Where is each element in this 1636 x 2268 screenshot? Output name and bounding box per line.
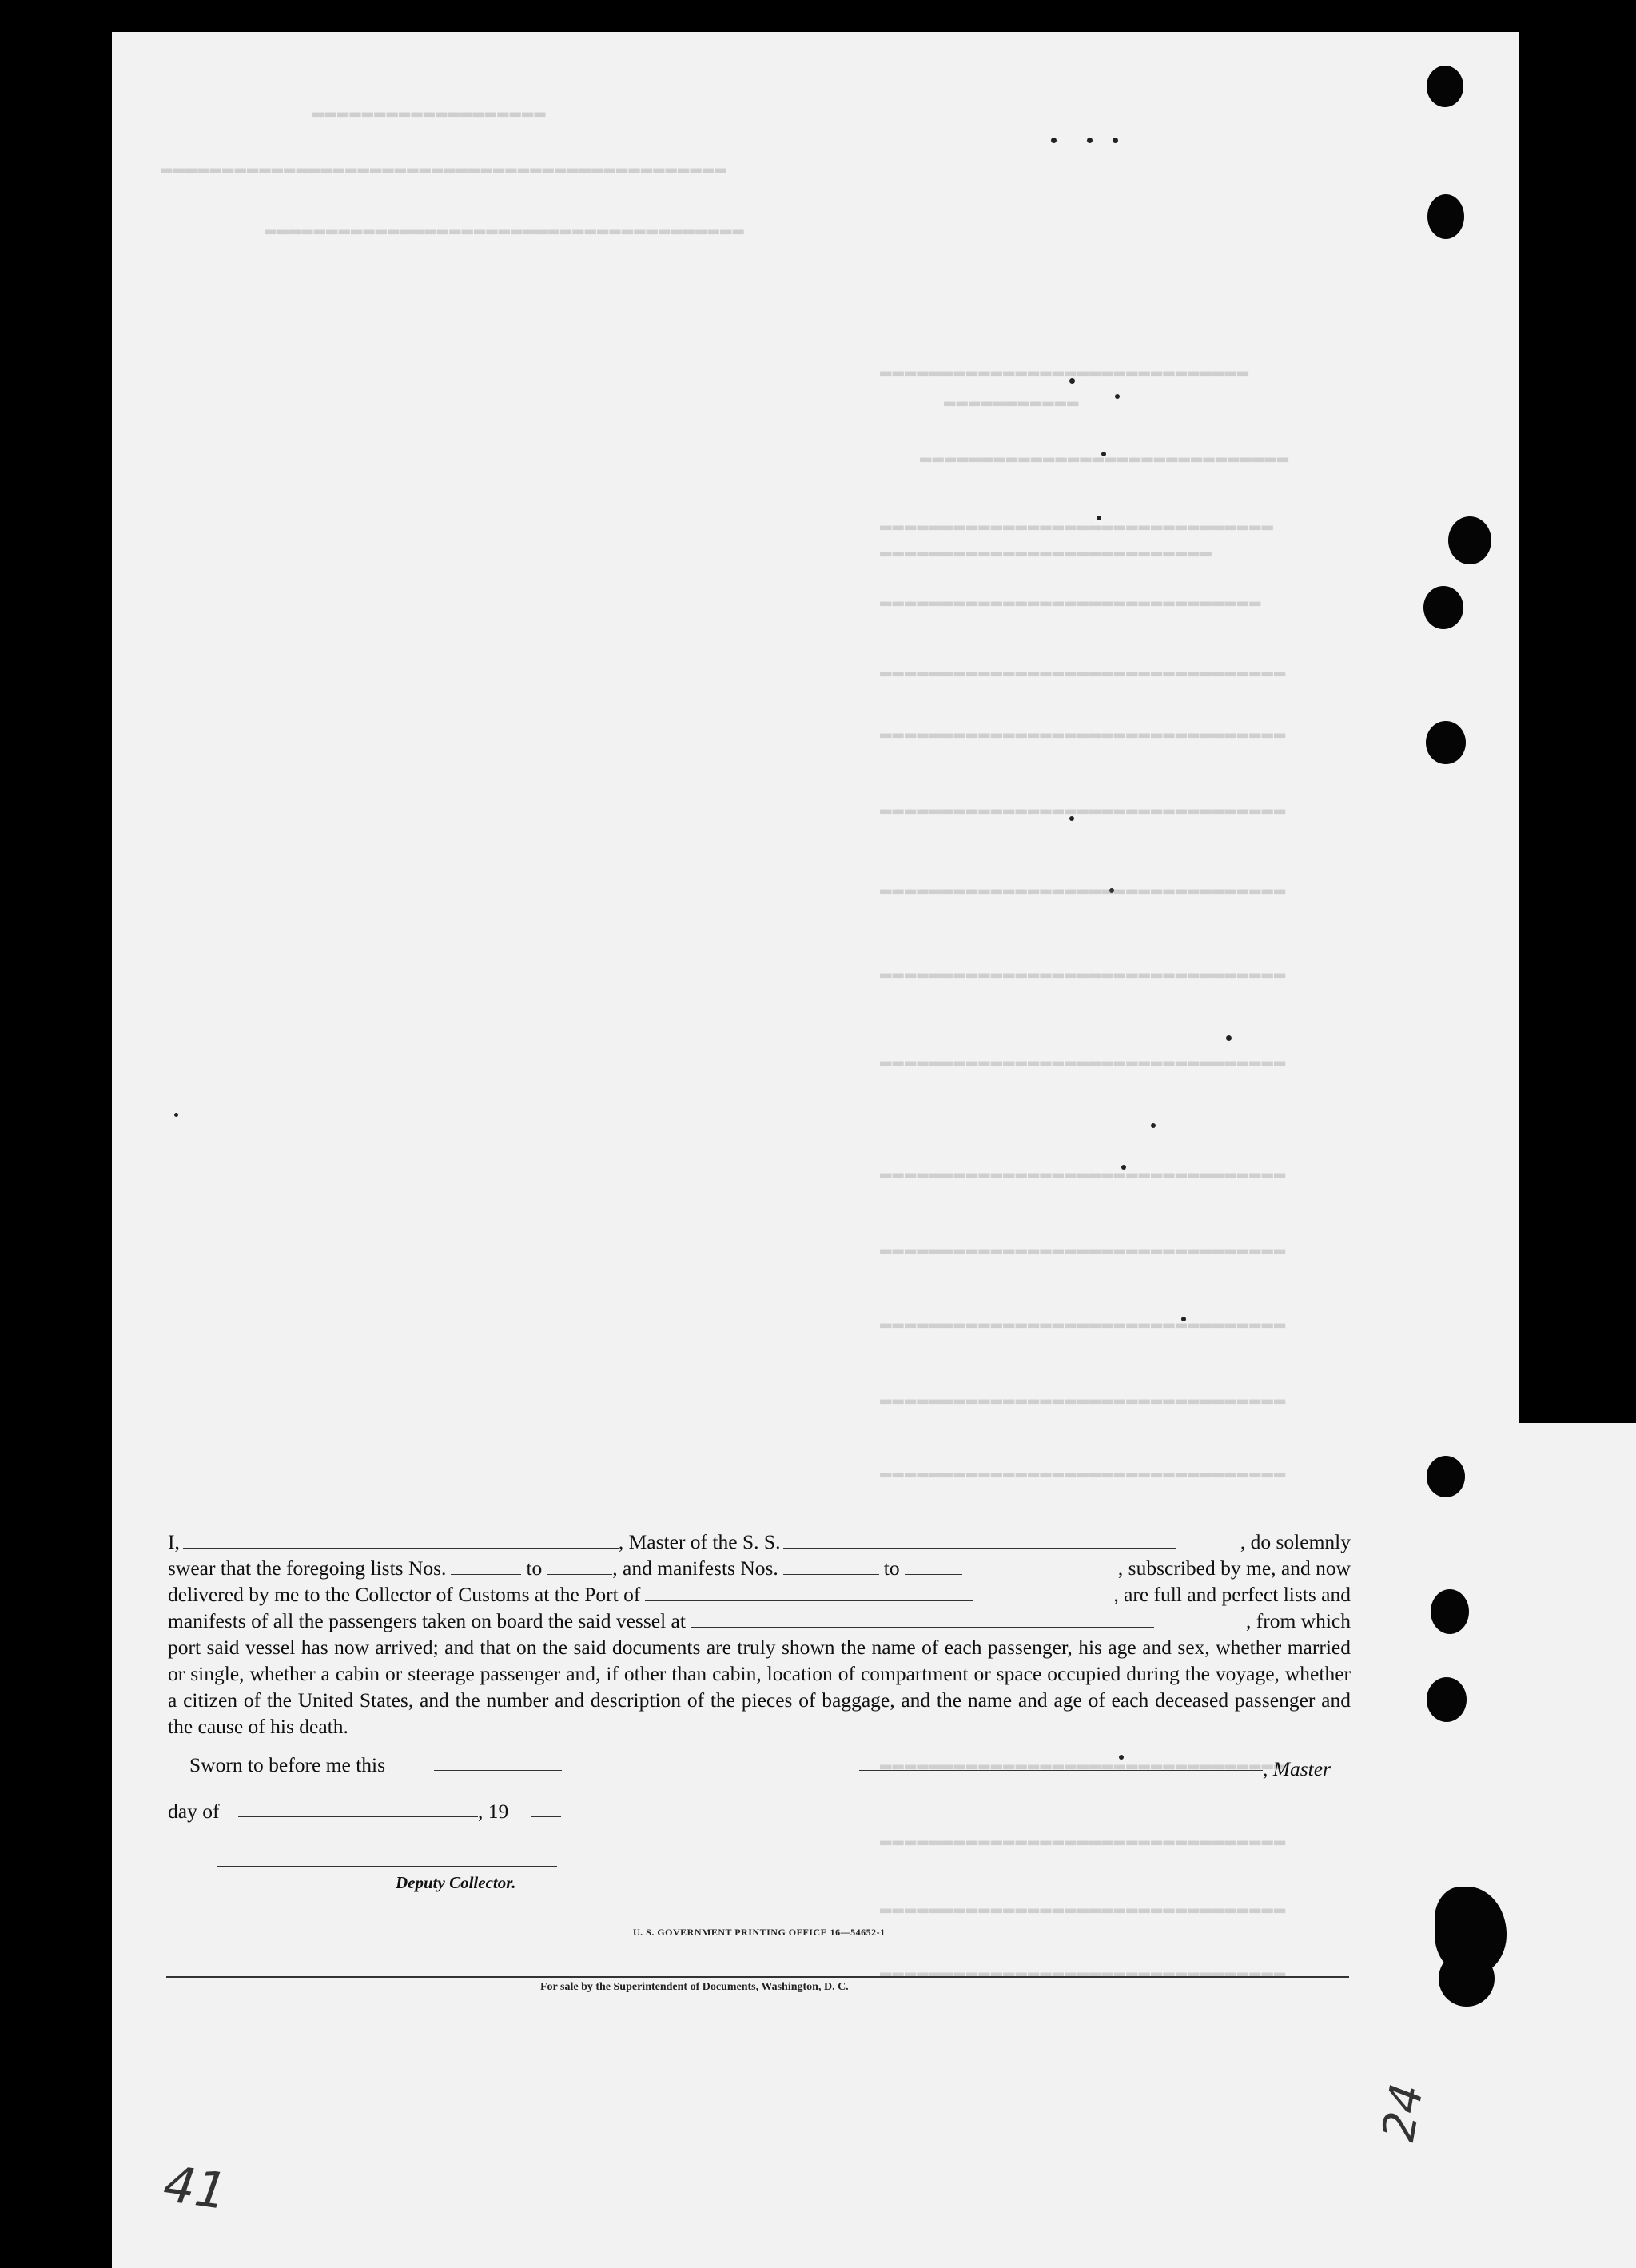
ink-speck [1115, 394, 1120, 399]
oath-manifests: manifests of all the passengers taken on board the said vessel at [168, 1609, 686, 1632]
list-no-to-field[interactable] [547, 1558, 612, 1575]
bleed-through-line: ▬▬▬▬▬▬▬▬▬▬▬▬▬▬▬▬▬▬▬▬▬▬▬▬▬▬▬▬▬▬▬▬▬ [879, 799, 1286, 821]
paper-tab [1511, 1423, 1636, 2268]
bleed-through-line: ▬▬▬▬▬▬▬▬▬▬▬▬▬▬▬▬▬▬▬▬▬▬▬▬▬▬▬▬▬▬▬▬▬ [879, 1831, 1286, 1852]
sworn-label: Sworn to before me this [189, 1753, 386, 1776]
oath-i: I, [168, 1530, 180, 1553]
deputy-collector-label: Deputy Collector. [396, 1873, 516, 1892]
port-field[interactable] [645, 1584, 973, 1601]
deputy-signature-field[interactable] [217, 1866, 557, 1867]
embarkation-port-field[interactable] [691, 1611, 1154, 1628]
oath-master-of: , Master of the S. S. [618, 1530, 781, 1553]
torn-corner [1439, 1951, 1495, 2007]
day-of-field[interactable] [238, 1816, 478, 1817]
ink-speck [1151, 1123, 1156, 1128]
bleed-through-line: ▬▬▬▬▬▬▬▬▬▬▬▬▬▬▬▬▬▬▬▬▬▬▬▬▬▬▬▬▬▬▬▬ [879, 516, 1273, 537]
bleed-through-line: ▬▬▬▬▬▬▬▬▬▬▬▬▬▬▬▬▬▬▬▬▬▬▬▬▬▬▬▬▬▬▬▬▬ [879, 1755, 1286, 1776]
oath-from-which: , from which [1245, 1609, 1351, 1632]
year-field[interactable] [531, 1816, 561, 1817]
oath-swear: swear that the foregoing lists Nos. [168, 1557, 447, 1580]
ink-speck [1113, 138, 1118, 143]
oath-delivered: delivered by me to the Collector of Customs at the Port of [168, 1583, 641, 1606]
bleed-through-line: ▬▬▬▬▬▬▬▬▬▬▬▬▬▬▬▬▬▬▬▬▬▬▬▬▬▬▬▬▬▬▬▬▬ [879, 723, 1286, 745]
bleed-through-line: ▬▬▬▬▬▬▬▬▬▬▬ [943, 392, 1079, 413]
punch-hole [1427, 1456, 1465, 1497]
punch-hole [1426, 721, 1466, 764]
ink-speck [1087, 138, 1093, 143]
bleed-through-line: ▬▬▬▬▬▬▬▬▬▬▬▬▬▬▬▬▬▬▬▬▬▬▬▬▬▬▬▬▬▬ [879, 361, 1249, 383]
bleed-through-line: ▬▬▬▬▬▬▬▬▬▬▬▬▬▬▬▬▬▬▬▬▬▬▬▬▬▬▬▬▬▬▬▬▬ [879, 1389, 1286, 1411]
handwritten-mark: 24 [1372, 2079, 1434, 2146]
bleed-through-line: ▬▬▬▬▬▬▬▬▬▬▬▬▬▬▬▬▬▬▬▬▬▬▬▬▬▬▬▬▬▬▬▬▬ [879, 963, 1286, 985]
bleed-through-line: ▬▬▬▬▬▬▬▬▬▬▬▬▬▬▬▬▬▬▬▬▬▬▬▬▬▬▬ [879, 542, 1212, 564]
manifest-no-from-field[interactable] [783, 1558, 879, 1575]
bleed-through-line: ▬▬▬▬▬▬▬▬▬▬▬▬▬▬▬▬▬▬▬▬▬▬▬▬▬▬▬▬▬▬▬▬▬▬▬▬▬▬▬ [264, 220, 744, 241]
bleed-through-line: ▬▬▬▬▬▬▬▬▬▬▬▬▬▬▬▬▬▬▬▬▬▬▬▬▬▬▬▬▬▬▬▬▬▬▬▬▬▬▬▬▬▬▬▬▬▬ [160, 158, 726, 180]
oath-solemnly: , do solemnly [1240, 1530, 1351, 1553]
oath-and-manifests: , and manifests Nos. [612, 1557, 778, 1580]
sale-footer: For sale by the Superintendent of Documents, Washington, D. C. [540, 1981, 849, 1993]
punch-hole [1423, 586, 1463, 629]
bleed-through-line: ▬▬▬▬▬▬▬▬▬▬▬▬▬▬▬▬▬▬▬▬▬▬▬▬▬▬▬▬▬▬▬▬▬ [879, 1899, 1286, 1920]
sworn-date-field[interactable] [434, 1770, 562, 1771]
master-label: , Master [1263, 1757, 1331, 1780]
bleed-through-line: ▬▬▬▬▬▬▬▬▬▬▬▬▬▬▬▬▬▬▬▬▬▬▬▬▬▬▬▬▬▬▬ [879, 592, 1261, 613]
bleed-through-line: ▬▬▬▬▬▬▬▬▬▬▬▬▬▬▬▬▬▬▬▬▬▬▬▬▬▬▬▬▬▬▬▬▬ [879, 662, 1286, 684]
footer-rule [166, 1976, 1349, 1978]
list-no-from-field[interactable] [451, 1558, 521, 1575]
bleed-through-line: ▬▬▬▬▬▬▬▬▬▬▬▬▬▬▬▬▬▬▬▬▬▬▬▬▬▬▬▬▬▬▬▬▬ [879, 1313, 1286, 1335]
punch-hole [1431, 1589, 1469, 1634]
day-of-label: day of [168, 1800, 220, 1823]
manifest-no-to-field[interactable] [905, 1558, 962, 1575]
bleed-through-line: ▬▬▬▬▬▬▬▬▬▬▬▬▬▬▬▬▬▬▬▬▬▬▬▬▬▬▬▬▬▬▬▬▬ [879, 1163, 1286, 1185]
master-signature-field[interactable] [859, 1770, 1263, 1771]
ink-speck [174, 1113, 178, 1117]
bleed-through-line: ▬▬▬▬▬▬▬▬▬▬▬▬▬▬▬▬▬▬▬▬▬▬▬▬▬▬▬▬▬▬▬▬▬ [879, 879, 1286, 901]
ink-speck [1226, 1035, 1232, 1041]
oath-body: port said vessel has now arrived; and that on the said documents are truly shown the name of each passenger, his age and sex, whether married or single, whether a cabin or steerage passenger and, if other than cabin, location of compartment or space occupied during the voyage, whether a citizen of the United States, and the number and description of the pieces of baggage, and the name and age of each deceased passenger and the cause of his death. [168, 1636, 1351, 1738]
oath-are-full: , are full and perfect lists and [1113, 1583, 1351, 1606]
bleed-through-line: ▬▬▬▬▬▬▬▬▬▬▬▬▬▬▬▬▬▬▬▬▬▬▬▬▬▬▬▬▬▬▬▬▬ [879, 1463, 1286, 1485]
printing-office-imprint: U. S. GOVERNMENT PRINTING OFFICE 16—54652-1 [633, 1927, 886, 1938]
oath-to-2: to [883, 1557, 900, 1580]
bleed-through-line: ▬▬▬▬▬▬▬▬▬▬▬▬▬▬▬▬▬▬▬▬▬▬▬▬▬▬▬▬▬▬ [919, 448, 1289, 469]
bleed-through-line: ▬▬▬▬▬▬▬▬▬▬▬▬▬▬▬▬▬▬▬ [312, 102, 546, 124]
bleed-through-line: ▬▬▬▬▬▬▬▬▬▬▬▬▬▬▬▬▬▬▬▬▬▬▬▬▬▬▬▬▬▬▬▬▬ [879, 1051, 1286, 1073]
punch-hole [1427, 1677, 1467, 1722]
ink-speck [1051, 138, 1057, 143]
ship-name-field[interactable] [783, 1532, 1176, 1549]
punch-hole [1427, 66, 1463, 107]
master-oath [168, 1529, 1351, 1740]
oath-subscribed: , subscribed by me, and now [1117, 1557, 1351, 1580]
handwritten-page-number: 41 [160, 2154, 231, 2222]
oath-to-1: to [526, 1557, 543, 1580]
year-label: , 19 [478, 1800, 509, 1823]
bleed-through-line: ▬▬▬▬▬▬▬▬▬▬▬▬▬▬▬▬▬▬▬▬▬▬▬▬▬▬▬▬▬▬▬▬▬ [879, 1239, 1286, 1261]
punch-hole [1427, 194, 1464, 239]
bleed-through-line: ▬▬▬▬▬▬▬▬▬▬▬▬▬▬▬▬▬▬▬▬▬▬▬▬▬▬▬▬▬▬▬▬▬ [879, 1963, 1286, 1984]
master-name-field[interactable] [183, 1532, 619, 1549]
punch-hole [1448, 516, 1491, 564]
